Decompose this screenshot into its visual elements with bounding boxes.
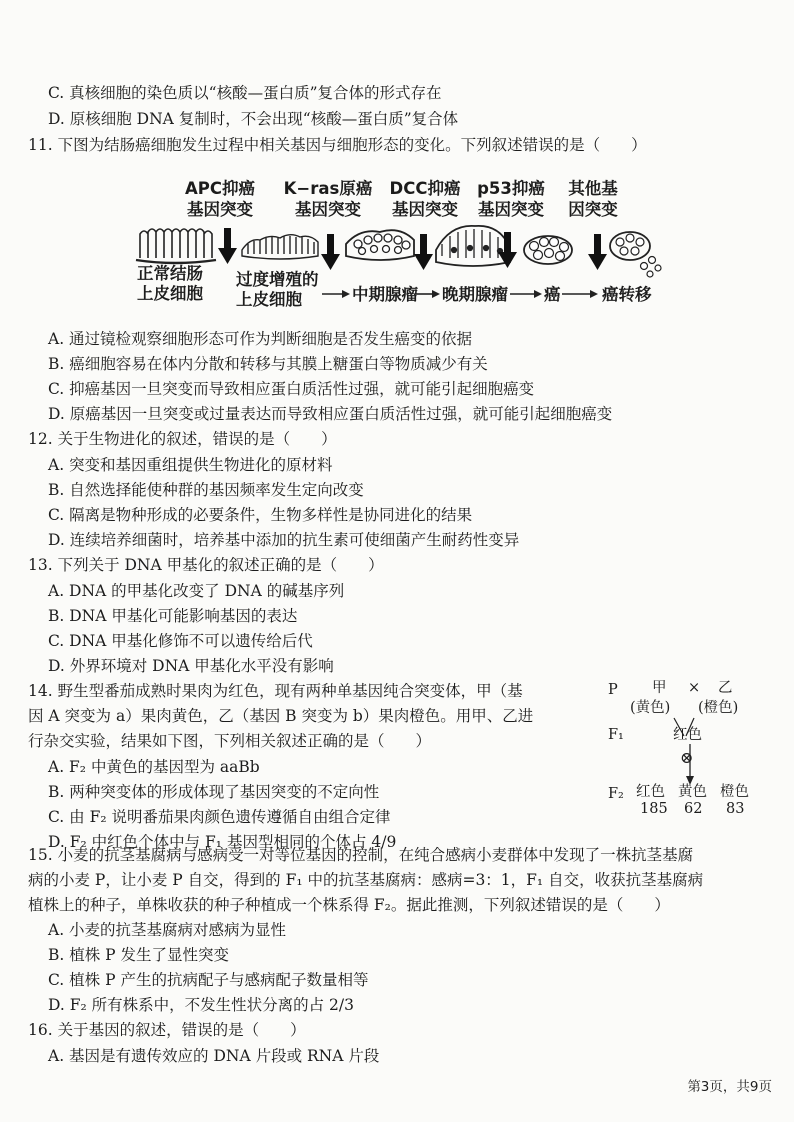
cross-parent-yi: 乙 — [718, 680, 733, 696]
cross-f2-red: 红色 — [636, 784, 665, 800]
q15-option-c: C. 植株 P 产生的抗病配子与感病配子数量相等 — [48, 971, 369, 989]
q13-stem: 13. 下列关于 DNA 甲基化的叙述正确的是（ ） — [28, 556, 384, 574]
self-cross-symbol: ⊗ — [680, 748, 694, 767]
cross-f1-color: 红色 — [673, 727, 702, 743]
mutation-label-apc: APC抑癌 基因突变 — [185, 179, 255, 219]
q11-option-a: A. 通过镜检观察细胞形态可作为判断细胞是否发生癌变的依据 — [48, 330, 473, 348]
cross-f2-label: F₂ — [608, 786, 624, 802]
q14-option-b: B. 两种突变体的形成体现了基因突变的不定向性 — [48, 783, 380, 801]
mutation-label-p53: p53抑癌 基因突变 — [477, 179, 545, 219]
q14-option-d: D. F₂ 中红色个体中与 F₁ 基因型相同的个体占 4/9 — [48, 833, 397, 851]
cross-count-red: 185 — [640, 801, 668, 817]
hyperproliferative-epithelium-icon — [242, 235, 318, 259]
q14-option-c: C. 由 F₂ 说明番茄果肉颜色遗传遵循自由组合定律 — [48, 808, 391, 826]
stage-hyper-2: 上皮细胞 — [236, 290, 302, 309]
q13-option-a: A. DNA 的甲基化改变了 DNA 的碱基序列 — [48, 582, 345, 600]
q10-option-d: D. 原核细胞 DNA 复制时，不会出现“核酸—蛋白质”复合体 — [48, 110, 459, 128]
q12-stem: 12. 关于生物进化的叙述，错误的是（ ） — [28, 430, 337, 448]
down-arrow-icon — [218, 228, 237, 264]
down-arrow-icon — [321, 234, 340, 270]
q14-option-a: A. F₂ 中黄色的基因型为 aaBb — [48, 758, 260, 776]
late-adenoma-icon — [436, 226, 510, 266]
cross-p-label: P — [608, 682, 618, 698]
q14-stem-line3: 行杂交实验，结果如下图，下列相关叙述正确的是（ ） — [28, 732, 432, 750]
q10-option-c: C. 真核细胞的染色质以“核酸—蛋白质”复合体的形式存在 — [48, 84, 442, 102]
q15-stem-line2: 病的小麦 P，让小麦 P 自交，得到的 F₁ 中的抗茎基腐病：感病=3：1，F₁ 自交，收获抗茎基腐病 — [28, 871, 704, 889]
stage-normal-2: 上皮细胞 — [137, 284, 203, 303]
stage-late-adenoma: 晚期腺瘤 — [442, 285, 508, 304]
cross-parent-jia: 甲 — [652, 680, 667, 696]
q15-option-d: D. F₂ 所有株系中，不发生性状分离的占 2/3 — [48, 996, 354, 1014]
cross-f1-label: F₁ — [608, 727, 624, 743]
page-number: 第3页，共9页 — [687, 1079, 772, 1095]
q12-option-c: C. 隔离是物种形成的必要条件，生物多样性是协同进化的结果 — [48, 506, 473, 524]
q16-stem: 16. 关于基因的叙述，错误的是（ ） — [28, 1021, 306, 1039]
q13-option-b: B. DNA 甲基化可能影响基因的表达 — [48, 607, 298, 625]
q12-option-b: B. 自然选择能使种群的基因频率发生定向改变 — [48, 481, 364, 499]
normal-epithelium-icon — [136, 229, 216, 263]
metastasis-cells-icon — [610, 232, 661, 277]
down-arrow-icon — [588, 234, 607, 270]
cross-count-yellow: 62 — [684, 801, 703, 817]
cross-count-orange: 83 — [726, 801, 745, 817]
stage-cancer: 癌 — [544, 285, 561, 304]
q11-stem: 11. 下图为结肠癌细胞发生过程中相关基因与细胞形态的变化。下列叙述错误的是（ ） — [28, 136, 647, 154]
stage-mid-adenoma: 中期腺瘤 — [352, 285, 418, 304]
down-arrow-icon — [414, 234, 433, 270]
self-cross-arrow — [683, 744, 697, 786]
q15-option-a: A. 小麦的抗茎基腐病对感病为显性 — [48, 921, 287, 939]
q11-option-c: C. 抑癌基因一旦突变而导致相应蛋白质活性过强，就可能引起细胞癌变 — [48, 380, 535, 398]
cross-yi-color: (橙色) — [698, 700, 739, 716]
q12-option-a: A. 突变和基因重组提供生物进化的原材料 — [48, 456, 333, 474]
q16-option-a: A. 基因是有遗传效应的 DNA 片段或 RNA 片段 — [48, 1047, 380, 1065]
cross-jia-color: (黄色) — [630, 700, 671, 716]
stage-hyper-1: 过度增殖的 — [236, 270, 319, 289]
q11-option-b: B. 癌细胞容易在体内分散和转移与其膜上糖蛋白等物质减少有关 — [48, 355, 488, 373]
cancer-cells-icon — [524, 236, 572, 264]
q15-stem-line1: 15. 小麦的抗茎基腐病与感病受一对等位基因的控制，在纯合感病小麦群体中发现了一株抗茎基腐 — [28, 846, 694, 864]
q12-option-d: D. 连续培养细菌时，培养基中添加的抗生素可使细菌产生耐药性变异 — [48, 531, 520, 549]
cross-f2-yellow: 黄色 — [678, 784, 707, 800]
stage-metastasis: 癌转移 — [602, 285, 652, 304]
q14-stem-line2: 因 A 突变为 a）果肉黄色，乙（基因 B 突变为 b）果肉橙色。用甲、乙进 — [28, 707, 534, 725]
mutation-label-dcc: DCC抑癌 基因突变 — [389, 179, 461, 219]
mutation-label-kras: K−ras原癌 基因突变 — [283, 179, 373, 219]
q15-stem-line3: 植株上的种子，单株收获的种子种植成一个株系得 F₂。据此推测，下列叙述错误的是（ ） — [28, 896, 670, 914]
mid-adenoma-icon — [346, 230, 414, 260]
q11-option-d: D. 原癌基因一旦突变或过量表达而导致相应蛋白质活性过强，就可能引起细胞癌变 — [48, 405, 613, 423]
q13-option-c: C. DNA 甲基化修饰不可以遗传给后代 — [48, 632, 313, 650]
q15-option-b: B. 植株 P 发生了显性突变 — [48, 946, 230, 964]
cross-times-symbol: × — [688, 680, 701, 696]
stage-normal-1: 正常结肠 — [137, 264, 203, 283]
q14-stem-line1: 14. 野生型番茄成熟时果肉为红色，现有两种单基因纯合突变体，甲（基 — [28, 682, 523, 700]
mutation-label-other: 其他基 因突变 — [568, 179, 618, 219]
cross-f2-orange: 橙色 — [720, 784, 749, 800]
q13-option-d: D. 外界环境对 DNA 甲基化水平没有影响 — [48, 657, 334, 675]
